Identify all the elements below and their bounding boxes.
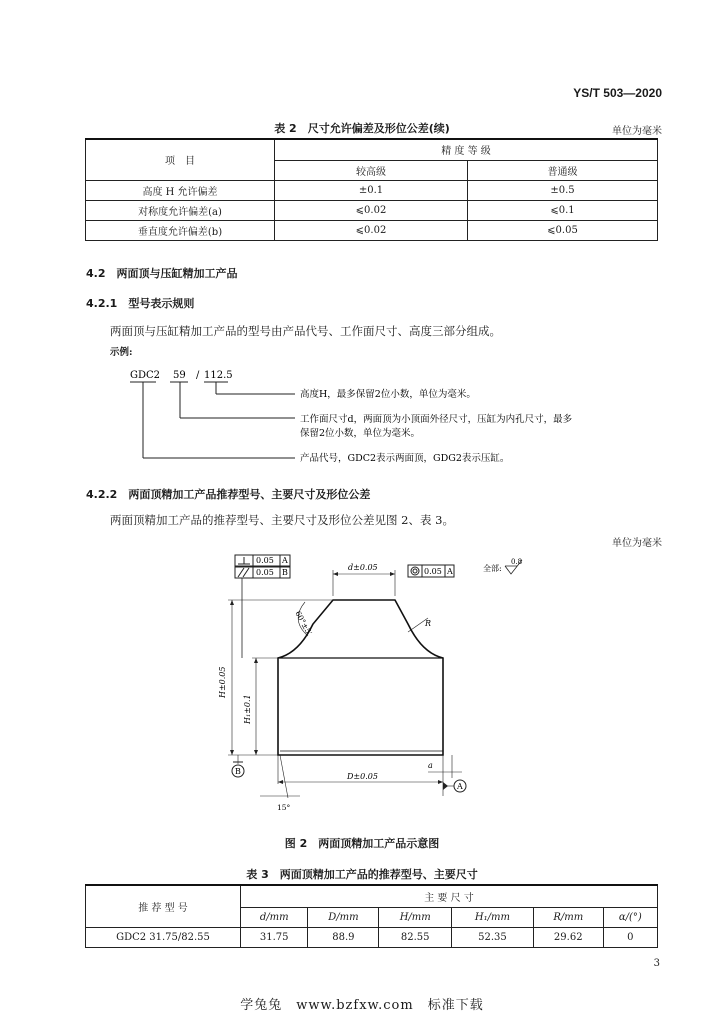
footer-watermark: 学兔兔 www.bzfxw.com 标准下载 [240,998,484,1013]
table2-cell: ±0.5 [468,180,658,200]
roughness-value: 0.8 [511,558,523,566]
table3-cell: 82.55 [379,927,452,947]
par-ref: B [282,568,288,577]
d-dim: d±0.05 [348,563,378,572]
conc-ref: A [447,567,453,576]
table2-cell: ⩽0.05 [468,220,658,240]
table-row [86,200,658,220]
model-d-text: 59 [173,370,186,381]
table3-col-head: H₁/mm [452,907,534,927]
table2-cell: ±0.1 [275,180,468,200]
table2-head-normal: 普通级 [468,160,658,180]
perp-ref: A [282,556,288,565]
paragraph-figure-ref: 两面顶精加工产品的推荐型号、主要尺寸及形位公差见图 2、表 3。 [110,513,454,527]
table2-cell: ⩽0.02 [275,220,468,240]
table3-head-main: 主 要 尺 寸 [241,885,658,907]
angle-label: 60°±5′ [293,609,314,637]
parallelism-frame [235,567,290,578]
table2-caption: 表 2 尺寸允许偏差及形位公差(续) [274,122,450,135]
table-row [86,180,658,200]
table2-unit: 单位为毫米 [612,126,662,137]
table3-cell: 0 [603,927,657,947]
table3-col-head: d/mm [241,907,308,927]
table2-head-precision: 精 度 等 级 [275,139,658,160]
table3-cell: GDC2 31.75/82.55 [86,927,241,947]
paragraph-model-rule: 两面顶与压缸精加工产品的型号由产品代号、工作面尺寸、高度三部分组成。 [110,324,501,338]
perp-tol: 0.05 [256,556,274,565]
table2-cell: ⩽0.02 [275,200,468,220]
figure2-drawing [200,548,560,820]
concentricity-frame [408,565,454,577]
radius-label: R [425,619,432,628]
model-desc-d1: 工作面尺寸d，两面顶为小顶面外径尺寸，压缸为内孔尺寸，最多 [300,414,573,425]
figure2-caption: 图 2 两面顶精加工产品示意图 [284,837,440,850]
table3-caption: 表 3 两面顶精加工产品的推荐型号、主要尺寸 [246,868,478,881]
model-leader-lines [130,382,295,458]
example-label: 示例: [110,347,133,358]
model-code-text: GDC2 [130,370,161,381]
table2-cell: 高度 H 允许偏差 [86,180,275,200]
section-4-2-1: 4.2.1 型号表示规则 [86,297,195,310]
datum-b: B [235,767,241,776]
model-h-text: 112.5 [204,370,233,381]
par-tol: 0.05 [256,568,274,577]
H-dim: H±0.05 [218,666,227,698]
table3-col-head: R/mm [533,907,603,927]
table3-col-head: α/(°) [603,907,657,927]
bottom-angle: 15° [277,803,291,812]
standard-code: YS/T 503—2020 [573,86,662,100]
section-4-2: 4.2 两面顶与压缸精加工产品 [86,267,238,280]
model-desc-h: 高度H，最多保留2位小数，单位为毫米。 [300,389,476,400]
section-4-2-2: 4.2.2 两面顶精加工产品推荐型号、主要尺寸及形位公差 [86,488,371,501]
table3-col-head: H/mm [379,907,452,927]
table2-cell: 垂直度允许偏差(b) [86,220,275,240]
conc-tol: 0.05 [424,567,442,576]
table2-head-item: 项 目 [86,139,275,180]
table2-head-fine: 较高级 [275,160,468,180]
table-row [86,220,658,240]
table3-col-head: D/mm [308,907,379,927]
model-code-diagram [100,360,660,472]
model-slash-text: / [196,370,200,381]
table2 [85,138,658,241]
datum-a: A [457,782,463,791]
table-row [86,927,658,947]
roughness-label: 全部: [483,564,502,573]
model-desc-code: 产品代号，GDC2表示两面顶，GDG2表示压缸。 [300,453,510,464]
model-desc-d2: 保留2位小数，单位为毫米。 [300,428,421,439]
figure-unit: 单位为毫米 [612,538,662,549]
a-dim: a [428,761,433,770]
table2-cell: ⩽0.1 [468,200,658,220]
table3-cell: 29.62 [533,927,603,947]
table3-head-model: 推 荐 型 号 [86,885,241,927]
D-dim: D±0.05 [347,772,378,781]
page-number: 3 [653,958,660,969]
table3 [85,884,658,948]
H1-dim: H₁±0.1 [243,694,252,724]
table3-cell: 31.75 [241,927,308,947]
perpendicularity-frame [235,555,290,566]
table3-cell: 88.9 [308,927,379,947]
table3-cell: 52.35 [452,927,534,947]
table2-cell: 对称度允许偏差(a) [86,200,275,220]
